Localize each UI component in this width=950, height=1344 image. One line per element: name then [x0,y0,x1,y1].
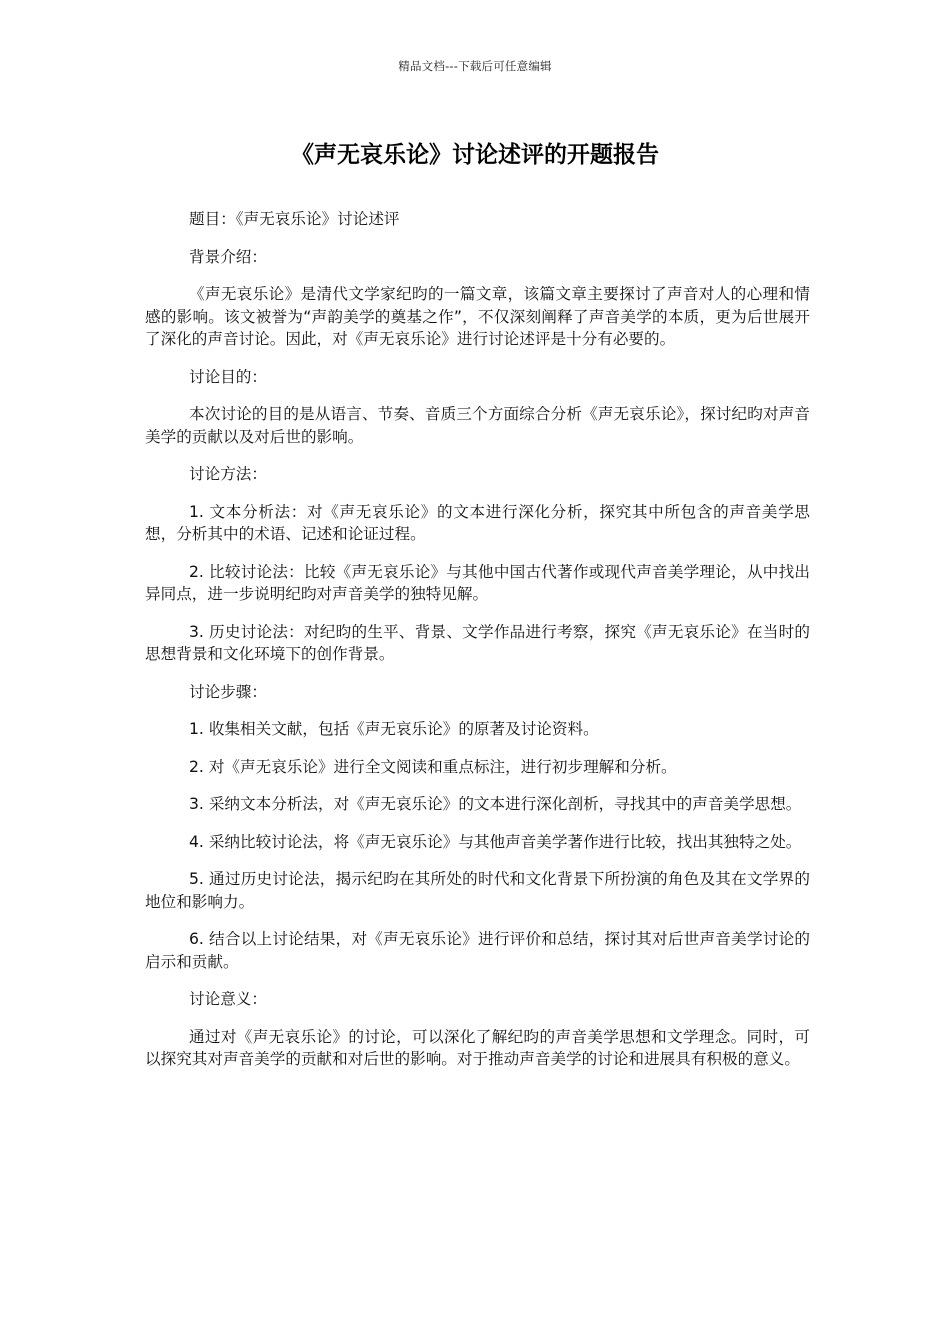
paragraph-background: 《声无哀乐论》是清代文学家纪昀的一篇文章，该篇文章主要探讨了声音对人的心理和情感的影响。该文被誉为“声韵美学的奠基之作”，不仅深刻阐释了声音美学的本质，更为后世展开了深化的声音讨论。因此，对《声无哀乐论》进行讨论述评是十分有必要的。 [145,285,810,348]
document-title: 《声无哀乐论》讨论述评的开题报告 [291,142,659,168]
paragraph-significance: 通过对《声无哀乐论》的讨论，可以深化了解纪昀的声音美学思想和文学理念。同时，可以探究其对声音美学的贡献和对后世的影响。对于推动声音美学的讨论和进展具有积极的意义。 [145,1027,810,1068]
document-body [145,208,810,1086]
heading-purpose: 讨论目的： [189,367,267,386]
paragraph-topic: 题目：《声无哀乐论》讨论述评 [189,210,400,228]
method-item-2: 2. 比较讨论法：比较《声无哀乐论》与其他中国古代著作或现代声音美学理论，从中找出异同点，进一步说明纪昀对声音美学的独特见解。 [145,562,810,603]
method-item-3: 3. 历史讨论法：对纪昀的生平、背景、文学作品进行考察，探究《声无哀乐论》在当时的思想背景和文化环境下的创作背景。 [145,622,810,663]
heading-background: 背景介绍： [189,247,267,266]
heading-significance: 讨论意义： [189,990,267,1008]
step-item-1: 1. 收集相关文献，包括《声无哀乐论》的原著及讨论资料。 [189,720,599,738]
heading-methods: 讨论方法： [189,465,267,483]
step-item-5: 5. 通过历史讨论法，揭示纪昀在其所处的时代和文化背景下所扮演的角色及其在文学界的地位和影响力。 [145,870,810,911]
step-item-2: 2. 对《声无哀乐论》进行全文阅读和重点标注，进行初步理解和分析。 [189,757,677,776]
step-item-3: 3. 采纳文本分析法，对《声无哀乐论》的文本进行深化剖析，寻找其中的声音美学思想。 [189,795,802,813]
page-header: 精品文档---下载后可任意编辑 [398,59,552,73]
paragraph-purpose: 本次讨论的目的是从语言、节奏、音质三个方面综合分析《声无哀乐论》，探讨纪昀对声音美学的贡献以及对后世的影响。 [145,405,810,446]
heading-steps: 讨论步骤： [189,682,267,701]
step-item-6: 6. 结合以上讨论结果，对《声无哀乐论》进行评价和总结，探讨其对后世声音美学讨论的启示和贡献。 [145,930,810,971]
method-item-1: 1. 文本分析法：对《声无哀乐论》的文本进行深化分析，探究其中所包含的声音美学思想，分析其中的术语、记述和论证过程。 [145,502,810,543]
step-item-4: 4. 采纳比较讨论法，将《声无哀乐论》与其他声音美学著作进行比较，找出其独特之处。 [189,832,802,851]
